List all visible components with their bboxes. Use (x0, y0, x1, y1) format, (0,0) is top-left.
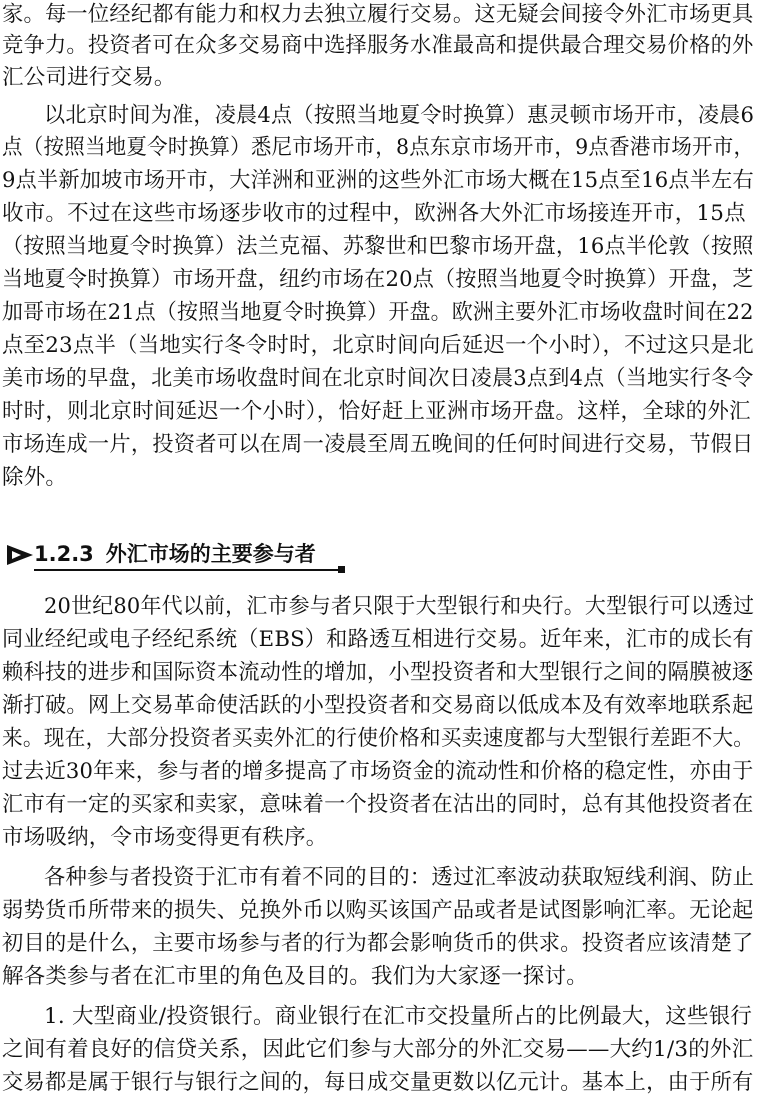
text-line: 时时，则北京时间延迟一个小时），恰好赶上亚洲市场开盘。这样，全球的外汇 (2, 399, 751, 424)
text-line: 以北京时间为准，凌晨4点（按照当地夏令时换算）惠灵顿市场开市，凌晨6 (44, 103, 755, 128)
text-line: 美市场的早盘，北美市场收盘时间在北京时间次日凌晨3点到4点（当地实行冬令 (2, 366, 754, 391)
text-line: 市场连成一片，投资者可以在周一凌晨至周五晚间的任何时间进行交易，节假日 (2, 432, 754, 457)
text-line: 汇公司进行交易。 (2, 65, 176, 90)
text-line: 解各类参与者在汇市里的角色及目的。我们为大家逐一探讨。 (2, 964, 588, 989)
text-line: 赖科技的进步和国际资本流动性的增加，小型投资者和大型银行之间的隔膜被逐 (2, 660, 754, 685)
text-line: 渐打破。网上交易革命使活跃的小型投资者和交易商以低成本及有效率地联系起 (2, 693, 754, 718)
text-line: 过去近30年来，参与者的增多提高了市场资金的流动性和价格的稳定性，亦由于 (2, 759, 754, 784)
section-title-text: 外汇市场的主要参与者 (105, 542, 316, 566)
text-line: 点（按照当地夏令时换算）悉尼市场开市，8点东京市场开市，9点香港市场开市， (2, 135, 755, 160)
text-line: 除外。 (2, 465, 68, 490)
text-line: 加哥市场在21点（按照当地夏令时换算）开盘。欧洲主要外汇市场收盘时间在22 (2, 300, 754, 325)
section-heading (6, 536, 366, 574)
text-line: 弱势货币所带来的损失、兑换外币以购买该国产品或者是试图影响汇率。无论起 (2, 898, 754, 923)
section-end-mark (338, 566, 345, 573)
text-line: 9点半新加坡市场开市，大洋洲和亚洲的这些外汇市场大概在15点至16点半左右 (2, 168, 754, 193)
section-title (34, 540, 316, 568)
text-line: （按照当地夏令时换算）法兰克福、苏黎世和巴黎市场开盘，16点半伦敦（按照 (2, 234, 754, 259)
text-line: 20世纪80年代以前，汇市参与者只限于大型银行和央行。大型银行可以透过 (44, 594, 755, 619)
text-line: 同业经纪或电子经纪系统（EBS）和路透互相进行交易。近年来，汇市的成长有 (2, 627, 754, 652)
text-line: 点至23点半（当地实行冬令时时，北京时间向后延迟一个小时），不过这只是北 (2, 333, 754, 358)
text-line: 1. 大型商业/投资银行。商业银行在汇市交投量所占的比例最大，这些银行 (44, 1004, 753, 1029)
section-number: 1.2.3 (34, 542, 94, 566)
text-line: 交易都是属于银行与银行之间的，每日成交量更数以亿元计。基本上，由于所有 (2, 1070, 754, 1095)
section-arrow-icon (6, 544, 34, 566)
text-line: 家。每一位经纪都有能力和权力去独立履行交易。这无疑会间接令外汇市场更具 (2, 2, 754, 27)
text-line: 竞争力。投资者可在众多交易商中选择服务水准最高和提供最合理交易价格的外 (2, 33, 754, 58)
text-line: 当地夏令时换算）市场开盘，纽约市场在20点（按照当地夏令时换算）开盘，芝 (2, 267, 754, 292)
text-line: 来。现在，大部分投资者买卖外汇的行使价格和买卖速度都与大型银行差距不大。 (2, 726, 755, 751)
section-underline (34, 569, 340, 571)
text-line: 之间有着良好的信贷关系，因此它们参与大部分的外汇交易——大约1/3的外汇 (2, 1037, 754, 1062)
text-line: 市场吸纳，令市场变得更有秩序。 (2, 825, 328, 850)
text-line: 汇市有一定的买家和卖家，意味着一个投资者在沽出的同时，总有其他投资者在 (2, 792, 754, 817)
text-line: 各种参与者投资于汇市有着不同的目的：透过汇率波动获取短线利润、防止 (44, 865, 755, 890)
text-line: 收市。不过在这些市场逐步收市的过程中，欧洲各大外汇市场接连开市，15点 (2, 201, 746, 226)
text-line: 初目的是什么，主要市场参与者的行为都会影响货币的供求。投资者应该清楚了 (2, 931, 754, 956)
